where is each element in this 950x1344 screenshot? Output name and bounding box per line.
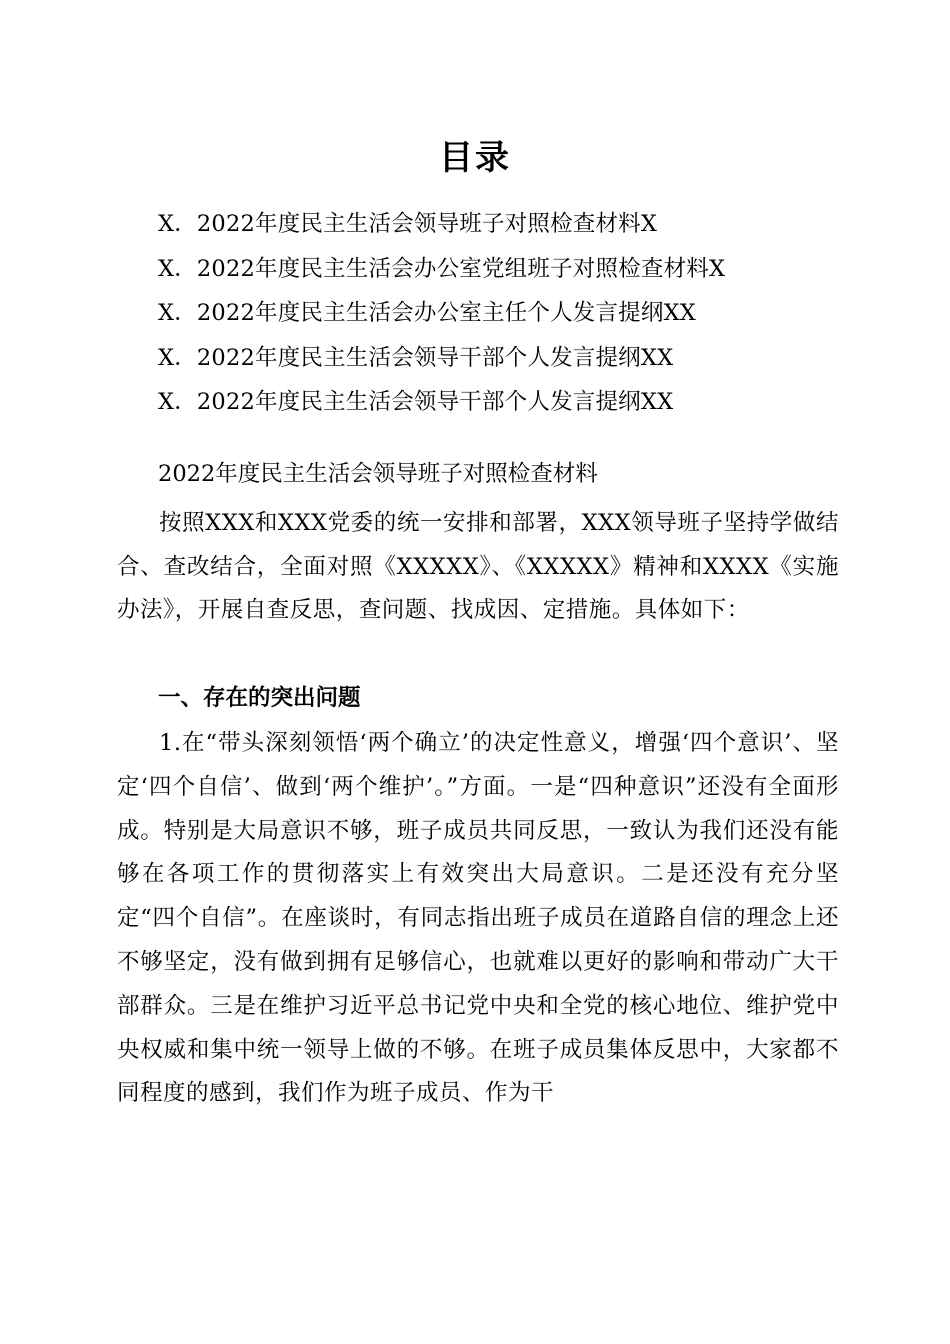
- section-heading: 一、存在的突出问题: [158, 685, 361, 711]
- toc-item[interactable]: X．2022年度民主生活会领导班子对照检查材料X: [158, 211, 658, 237]
- document-heading: 2022年度民主生活会领导班子对照检查材料: [158, 461, 598, 487]
- intro-paragraph: 按照XXX和XXX党委的统一安排和部署，XXX领导班子坚持学做结合、查改结合，全面对照《XXXXX》、《XXXXX》精神和XXXX《实施办法》，开展自查反思，查问题、找成因、定措施。具体如下：: [117, 510, 839, 624]
- page-title: 目录: [439, 138, 511, 178]
- toc-item[interactable]: X．2022年度民主生活会领导干部个人发言提纲XX: [158, 389, 674, 416]
- toc-item[interactable]: X．2022年度民主生活会办公室主任个人发言提纲XX: [158, 300, 697, 327]
- toc-item[interactable]: X．2022年度民主生活会领导干部个人发言提纲XX: [158, 344, 674, 371]
- table-of-contents: [158, 202, 858, 425]
- section-paragraph: 1.在“带头深刻领悟‘两个确立’的决定性意义，增强‘四个意识’、坚定‘四个自信’、做到‘两个维护’。”方面。一是“四种意识”还没有全面形成。特别是大局意识不够，班子成员共同反思，一致认为我们还没有能够在各项工作的贯彻落实上有效突出大局意识。二是还没有充分坚定“四个自信”。在座谈时，有同志指出班子成员在道路自信的理念上还不够坚定，没有做到拥有足够信心，也就难以更好的影响和带动广大干部群众。三是在维护习近平总书记党中央和全党的核心地位、维护党中央权威和集中统一领导上做的不够。在班子成员集体反思中，大家都不同程度的感到，我们作为班子成员、作为干: [117, 730, 839, 1107]
- toc-item[interactable]: X．2022年度民主生活会办公室党组班子对照检查材料X: [158, 255, 726, 282]
